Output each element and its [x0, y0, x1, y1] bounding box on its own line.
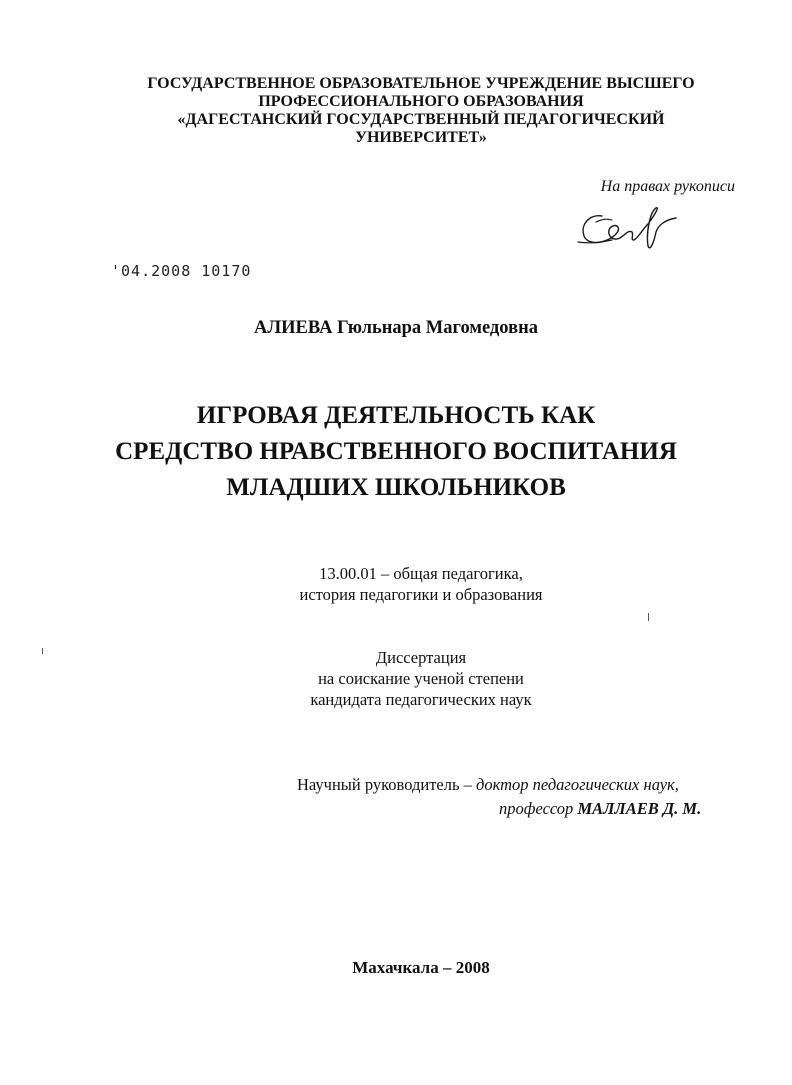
manuscript-rights-note: На правах рукописи	[600, 178, 735, 195]
signature-icon	[572, 202, 682, 254]
degree-line: на соискание ученой степени	[318, 669, 524, 688]
degree-statement	[0, 647, 792, 710]
supervisor-label: Научный руководитель –	[297, 775, 477, 794]
supervisor-degree: доктор педагогических наук,	[476, 775, 679, 794]
institution-line: УНИВЕРСИТЕТ»	[355, 129, 487, 146]
institution-line: ПРОФЕССИОНАЛЬНОГО ОБРАЗОВАНИЯ	[258, 93, 584, 110]
title-line: МЛАДШИХ ШКОЛЬНИКОВ	[226, 474, 566, 501]
scan-speck	[648, 613, 649, 621]
institution-header	[100, 75, 742, 147]
specialty-line: 13.00.01 – общая педагогика,	[319, 564, 523, 583]
supervisor-name: МАЛЛАЕВ Д. М.	[577, 799, 702, 818]
city-year: Махачкала – 2008	[352, 958, 490, 977]
institution-line: ГОСУДАРСТВЕННОЕ ОБРАЗОВАТЕЛЬНОЕ УЧРЕЖДЕНИЕ ВЫСШЕГО	[147, 75, 695, 92]
registration-stamp: '04.2008 10170	[111, 262, 252, 280]
institution-line: «ДАГЕСТАНСКИЙ ГОСУДАРСТВЕННЫЙ ПЕДАГОГИЧЕСКИЙ	[177, 111, 665, 128]
scientific-supervisor	[297, 773, 757, 821]
specialty-code	[0, 563, 792, 605]
supervisor-rank: профессор	[499, 799, 578, 818]
scan-speck	[42, 648, 43, 654]
title-line: СРЕДСТВО НРАВСТВЕННОГО ВОСПИТАНИЯ	[115, 438, 677, 465]
degree-line: Диссертация	[375, 648, 467, 667]
author-name: АЛИЕВА Гюльнара Магомедовна	[254, 318, 538, 338]
dissertation-title	[0, 398, 792, 506]
title-line: ИГРОВАЯ ДЕЯТЕЛЬНОСТЬ КАК	[196, 402, 596, 429]
degree-line: кандидата педагогических наук	[310, 690, 532, 709]
specialty-line: история педагогики и образования	[299, 585, 543, 604]
